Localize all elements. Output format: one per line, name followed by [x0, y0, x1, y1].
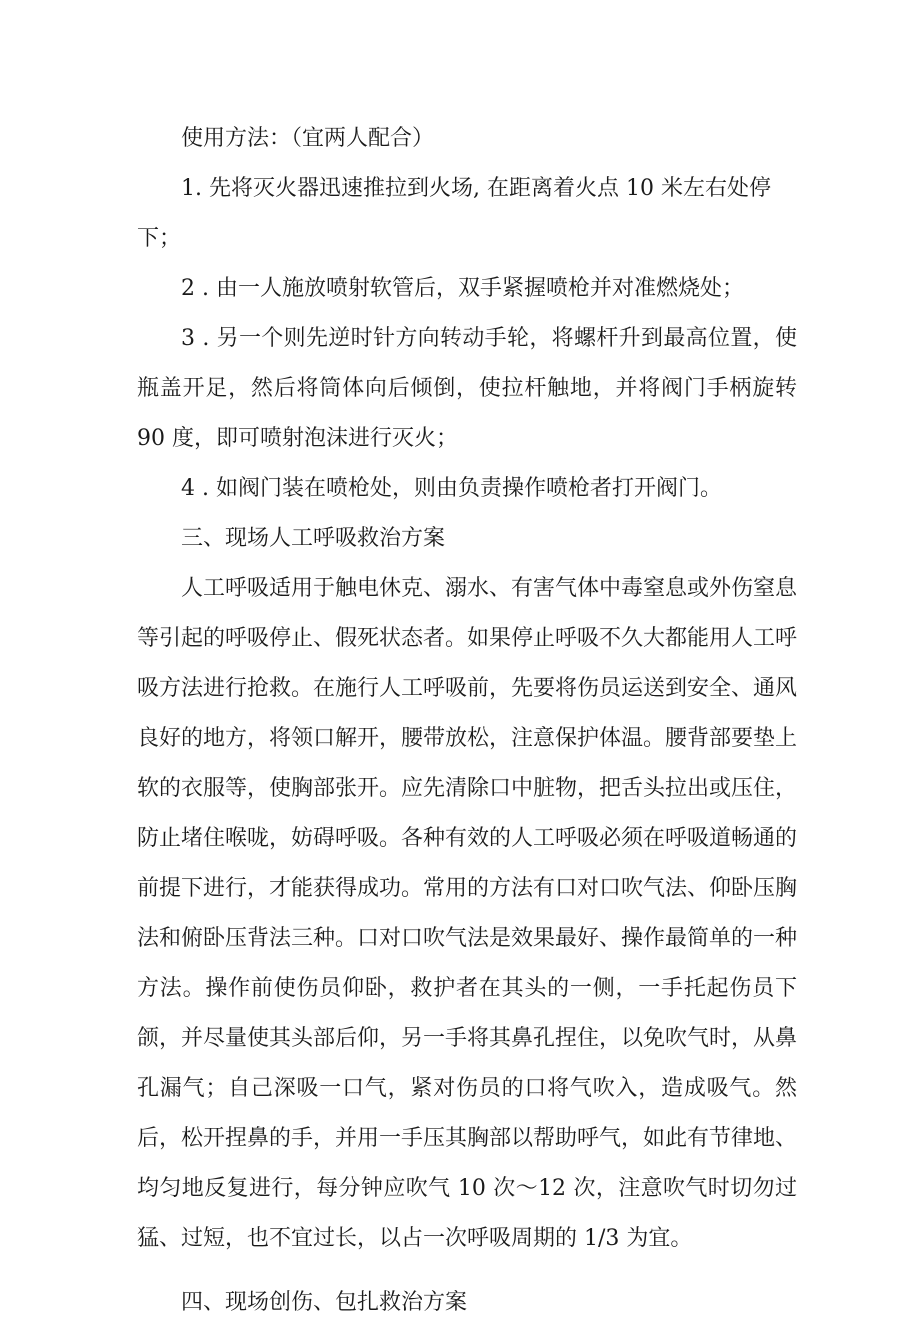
step-2: 2 . 由一人施放喷射软管后，双手紧握喷枪并对准燃烧处； [181, 276, 744, 301]
section-3-body: 人工呼吸适用于触电休克、溺水、有害气体中毒窒息或外伤窒息等引起的呼吸停止、假死状态者。如果停止呼吸不久大都能用人工呼吸方法进行抢救。在施行人工呼吸前，先要将伤员运送到安全、通风良好的地方，将领口解开，腰带放松，注意保护体温。腰背部要垫上软的衣服等，使胸部张开。应先清除口中脏物，把舌头拉出或压住，防止堵住喉咙，妨碍呼吸。各种有效的人工呼吸必须在呼吸道畅通的前提下进行，才能获得成功。常用的方法有口对口吹气法、仰卧压胸法和俯卧压背法三种。口对口吹气法是效果最好、操作最简单的一种方法。操作前使伤员仰卧，救护者在其头的一侧，一手托起伤员下颌，并尽量使其头部后仰，另一手将其鼻孔捏住，以免吹气时，从鼻孔漏气；自己深吸一口气，紧对伤员的口将气吹入，造成吸气。然后，松开捏鼻的手，并用一手压其胸部以帮助呼气，如此有节律地、均匀地反复进行，每分钟应吹气 10 次～12 次，注意吹气时切勿过猛、过短，也不宜过长，以占一次呼吸周期的 1/3 为宜。 [137, 576, 798, 1251]
section-4-title: 四、现场创伤、包扎救治方案 [181, 1290, 468, 1315]
step-1: 1. 先将灭火器迅速推拉到火场, 在距离着火点 10 米左右处停下； [137, 176, 771, 251]
section-3-title: 三、现场人工呼吸救治方案 [181, 526, 446, 551]
usage-title: 使用方法：（宜两人配合） [181, 126, 435, 151]
step-4: 4 . 如阀门装在喷枪处，则由负责操作喷枪者打开阀门。 [181, 476, 722, 501]
document-body [137, 114, 797, 1328]
step-3: 3 . 另一个则先逆时针方向转动手轮，将螺杆升到最高位置，使瓶盖开足，然后将筒体向后倾倒，使拉杆触地，并将阀门手柄旋转 90 度，即可喷射泡沫进行灭火； [137, 326, 797, 451]
